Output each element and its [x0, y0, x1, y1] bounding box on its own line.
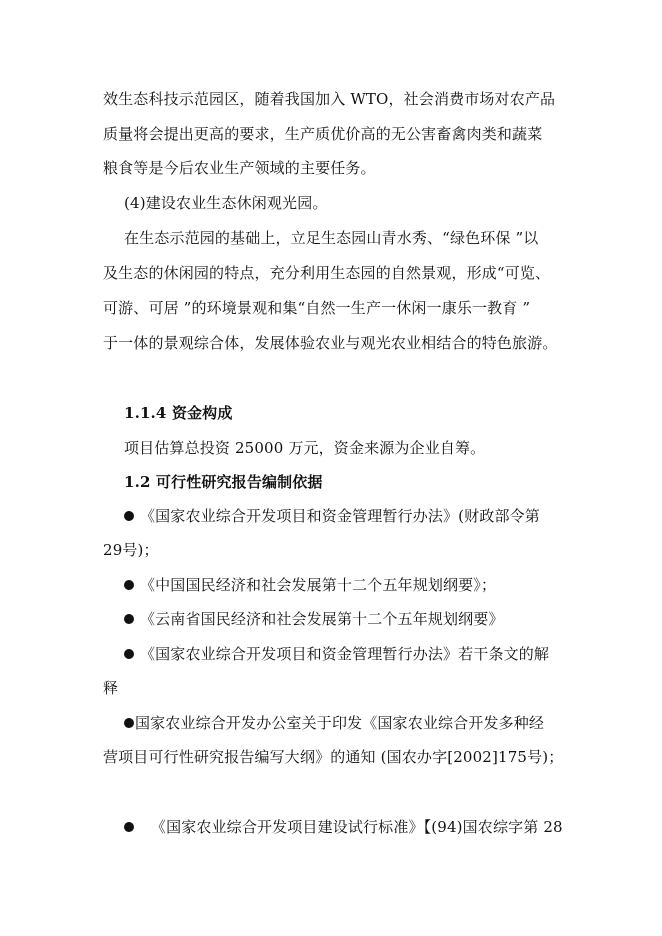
bullet-icon [124, 822, 134, 832]
paragraph-line: 可游、可居 ”的环境景观和集“自然一生产一休闲一康乐一教育 ” [103, 299, 531, 317]
bullet-item [124, 609, 594, 629]
item-heading: (4)建设农业生态休闲观光园。 [124, 194, 328, 212]
bullet-item [124, 713, 594, 733]
bullet-text: 《云南省国民经济和社会发展第十二个五年规划纲要》 [140, 610, 504, 628]
bullet-icon [124, 718, 134, 728]
section-heading: 1.2 可行性研究报告编制依据 [124, 473, 323, 491]
section-heading: 1.1.4 资金构成 [124, 404, 233, 422]
bullet-text: 国家农业综合开发办公室关于印发《国家农业综合开发多种经 [135, 714, 545, 732]
bullet-continuation: 营项目可行性研究报告编写大纲》的通知 (国农办字[2002]175号)； [103, 748, 564, 766]
paragraph-line: 及生态的休闲园的特点，充分利用生态园的自然景观，形成“可览、 [103, 264, 551, 282]
paragraph-line: 于一体的景观综合体，发展体验农业与观光农业相结合的特色旅游。 [103, 334, 558, 352]
bullet-icon [124, 614, 134, 624]
bullet-icon [124, 580, 134, 590]
paragraph-line: 项目估算总投资 25000 万元，资金来源为企业自筹。 [124, 439, 486, 457]
bullet-icon [124, 649, 134, 659]
paragraph-line: 效生态科技示范园区，随着我国加入 WTO，社会消费市场对农产品 [103, 90, 556, 108]
paragraph-line: 质量将会提出更高的要求，生产质优价高的无公害畜禽肉类和蔬菜 [103, 125, 543, 143]
bullet-text: 《国家农业综合开发项目和资金管理暂行办法》若干条文的解 [140, 645, 550, 663]
bullet-item [124, 817, 594, 837]
bullet-text: 《国家农业综合开发项目建设试行标准》【(94)国农综字第 28 [146, 818, 563, 836]
bullet-continuation: 29号)； [103, 541, 159, 559]
bullet-continuation: 释 [103, 679, 119, 697]
paragraph-line: 粮食等是今后农业生产领域的主要任务。 [103, 159, 376, 177]
bullet-item [124, 644, 594, 664]
bullet-item [124, 575, 594, 595]
bullet-item [124, 506, 594, 526]
bullet-text: 《国家农业综合开发项目和资金管理暂行办法》(财政部令第 [140, 507, 540, 525]
paragraph-line: 在生态示范园的基础上，立足生态园山青水秀、“绿色环保 ”以 [124, 229, 539, 247]
bullet-icon [124, 511, 134, 521]
bullet-text: 《中国国民经济和社会发展第十二个五年规划纲要》； [140, 576, 497, 594]
